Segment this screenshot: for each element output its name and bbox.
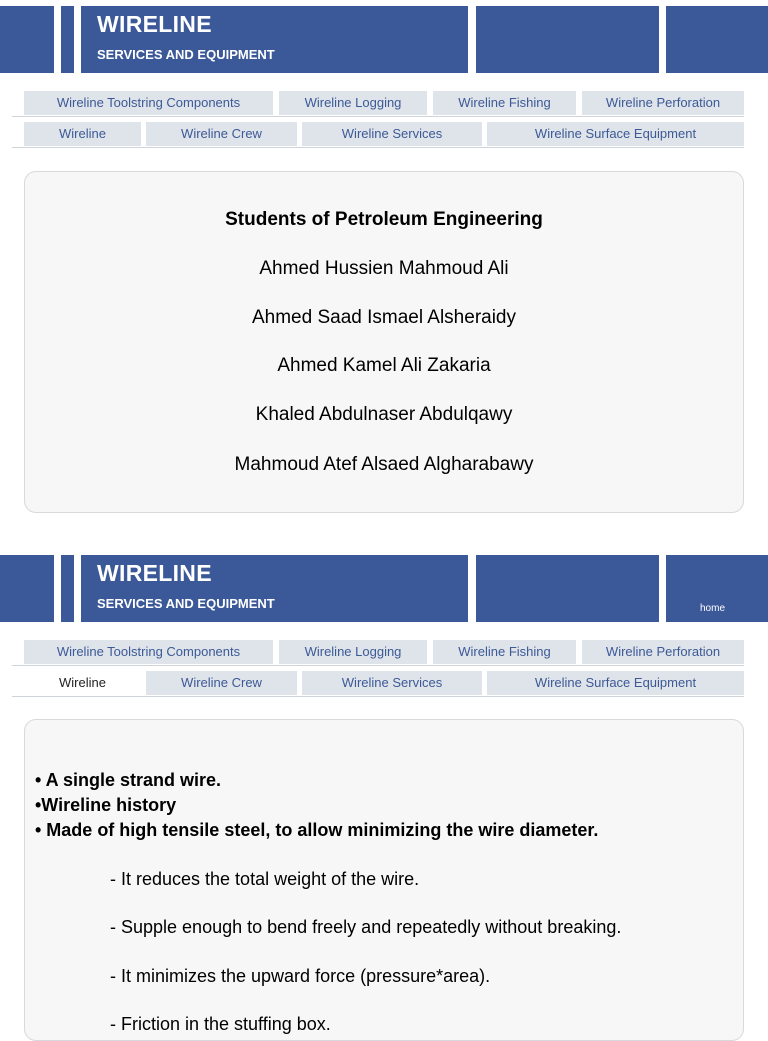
header-block — [476, 555, 659, 622]
site-title: WIRELINE — [97, 560, 212, 586]
sub-point: - Friction in the stuffing box. — [110, 1014, 331, 1034]
tab-wireline-services[interactable]: Wireline Services — [302, 122, 482, 146]
tab-wireline-logging[interactable]: Wireline Logging — [279, 640, 427, 664]
header-block — [0, 555, 54, 622]
tab-wireline-fishing[interactable]: Wireline Fishing — [433, 640, 576, 664]
header-block — [0, 6, 54, 73]
student-name: Ahmed Hussien Mahmoud Ali — [259, 258, 509, 279]
tab-wireline-surface-equipment[interactable]: Wireline Surface Equipment — [487, 671, 744, 695]
credits-heading: Students of Petroleum Engineering — [225, 209, 543, 230]
header-block — [666, 6, 768, 73]
content-panel — [24, 171, 744, 513]
tab-wireline-services[interactable]: Wireline Services — [302, 671, 482, 695]
student-name: Mahmoud Atef Alsaed Algharabawy — [234, 454, 534, 475]
nav-divider — [12, 665, 744, 666]
content-panel — [24, 719, 744, 1041]
sub-point: - It reduces the total weight of the wire. — [110, 869, 420, 889]
nav-divider — [12, 696, 744, 697]
tab-wireline-perforation[interactable]: Wireline Perforation — [582, 640, 744, 664]
bullet-item: • Made of high tensile steel, to allow minimizing the wire diameter. — [35, 820, 599, 840]
tab-wireline-surface-equipment[interactable]: Wireline Surface Equipment — [487, 122, 744, 146]
tab-wireline[interactable]: Wireline — [24, 122, 141, 146]
sub-point: - It minimizes the upward force (pressure*area). — [110, 966, 491, 986]
nav-divider — [12, 116, 744, 117]
header-block — [61, 555, 74, 622]
site-subtitle: SERVICES AND EQUIPMENT — [97, 47, 275, 62]
tab-wireline-crew[interactable]: Wireline Crew — [146, 122, 297, 146]
student-name: Ahmed Saad Ismael Alsheraidy — [251, 307, 517, 328]
nav-divider — [12, 147, 744, 148]
student-name: Khaled Abdulnaser Abdulqawy — [255, 404, 513, 425]
home-link[interactable]: home — [700, 603, 726, 614]
slide-wireline — [0, 549, 768, 1034]
tab-wireline[interactable]: Wireline — [24, 671, 141, 695]
tab-wireline-fishing[interactable]: Wireline Fishing — [433, 91, 576, 115]
student-name: Ahmed Kamel Ali Zakaria — [277, 355, 491, 376]
bullet-item: • A single strand wire. — [35, 770, 222, 790]
sub-point: - Supple enough to bend freely and repeatedly without breaking. — [110, 917, 622, 937]
site-subtitle: SERVICES AND EQUIPMENT — [97, 596, 275, 611]
tab-wireline-logging[interactable]: Wireline Logging — [279, 91, 427, 115]
site-title: WIRELINE — [97, 11, 212, 37]
bullet-item-link[interactable]: •Wireline history — [35, 795, 177, 815]
tab-wireline-toolstring-components[interactable]: Wireline Toolstring Components — [24, 91, 273, 115]
tab-wireline-crew[interactable]: Wireline Crew — [146, 671, 297, 695]
header-block — [476, 6, 659, 73]
tab-wireline-toolstring-components[interactable]: Wireline Toolstring Components — [24, 640, 273, 664]
header-block — [61, 6, 74, 73]
tab-wireline-perforation[interactable]: Wireline Perforation — [582, 91, 744, 115]
